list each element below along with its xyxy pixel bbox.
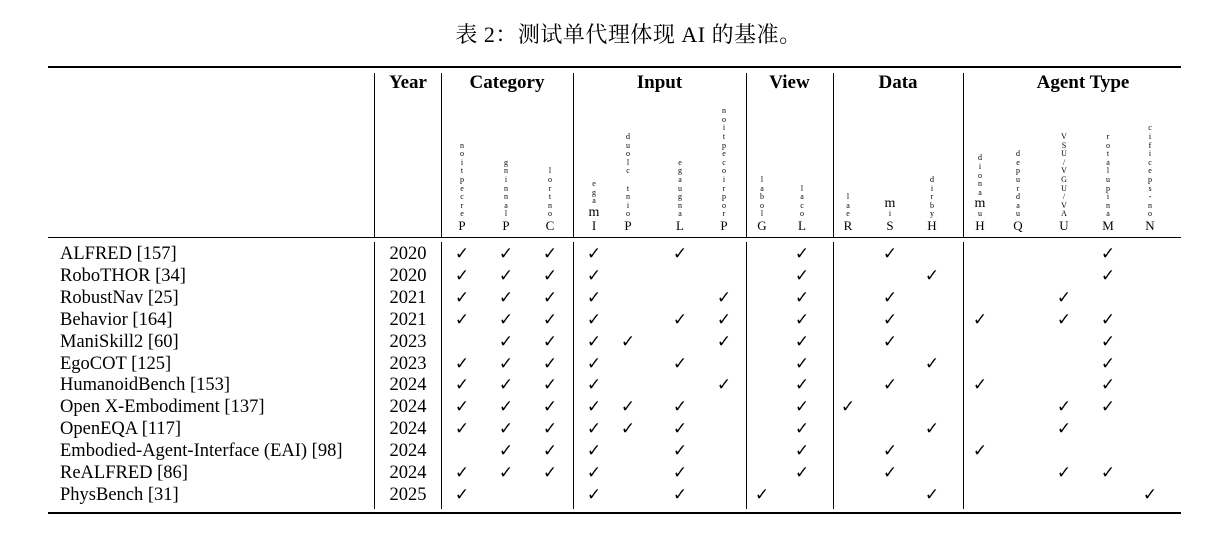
check-mark: ✓ [498, 397, 514, 418]
check-mark: ✓ [1100, 375, 1116, 396]
check-mark: ✓ [586, 309, 602, 330]
check-mark: ✓ [454, 419, 470, 440]
check-mark: ✓ [586, 397, 602, 418]
benchmark-name: Behavior [164] [60, 309, 173, 330]
check-mark: ✓ [716, 375, 732, 396]
check-mark: ✓ [924, 353, 940, 374]
year-header: Year [389, 72, 427, 93]
check-mark: ✓ [586, 287, 602, 308]
benchmark-year: 2024 [389, 419, 427, 440]
check-mark: ✓ [1100, 353, 1116, 374]
check-mark: ✓ [1056, 287, 1072, 308]
check-mark: ✓ [672, 397, 688, 418]
check-mark: ✓ [586, 375, 602, 396]
check-mark: ✓ [498, 419, 514, 440]
benchmark-name: ManiSkill2 [60] [60, 331, 179, 352]
check-mark: ✓ [1100, 309, 1116, 330]
subcolumn-header: U A V / U G V / U S V [1059, 132, 1069, 233]
benchmark-year: 2020 [389, 244, 427, 264]
check-mark: ✓ [542, 353, 558, 374]
check-mark: ✓ [840, 397, 856, 418]
check-mark: ✓ [1142, 484, 1158, 505]
check-mark: ✓ [924, 484, 940, 505]
check-mark: ✓ [454, 244, 470, 264]
check-mark: ✓ [882, 331, 898, 352]
check-mark: ✓ [498, 375, 514, 396]
benchmark-name: RoboTHOR [34] [60, 265, 186, 286]
check-mark: ✓ [672, 244, 688, 264]
benchmark-name: OpenEQA [117] [60, 419, 182, 440]
benchmark-year: 2024 [389, 463, 427, 483]
subcolumn-header: R e a l [843, 192, 853, 233]
table-row [0, 331, 1227, 353]
benchmark-name: EgoCOT [125] [60, 353, 172, 374]
check-mark: ✓ [542, 331, 558, 352]
check-mark: ✓ [542, 309, 558, 330]
check-mark: ✓ [672, 353, 688, 374]
subcolumn-header: H u m a n o i d [974, 153, 986, 233]
check-mark: ✓ [672, 463, 688, 483]
benchmark-name: ALFRED [157] [60, 244, 177, 264]
check-mark: ✓ [882, 375, 898, 396]
benchmark-year: 2024 [389, 375, 427, 396]
check-mark: ✓ [542, 397, 558, 418]
benchmark-year: 2024 [389, 441, 427, 462]
table-caption: 表 2：测试单代理体现 AI 的基准。 [455, 22, 802, 47]
check-mark: ✓ [498, 441, 514, 462]
benchmark-year: 2020 [389, 265, 427, 286]
col-separator [746, 73, 747, 237]
check-mark: ✓ [882, 244, 898, 264]
check-mark: ✓ [454, 484, 470, 505]
check-mark: ✓ [454, 375, 470, 396]
check-mark: ✓ [794, 397, 810, 418]
check-mark: ✓ [794, 463, 810, 483]
subcolumn-header: C o n t r o l [545, 166, 555, 233]
table-row [0, 309, 1227, 331]
check-mark: ✓ [882, 441, 898, 462]
check-mark: ✓ [498, 309, 514, 330]
check-mark: ✓ [586, 463, 602, 483]
check-mark: ✓ [716, 331, 732, 352]
check-mark: ✓ [924, 265, 940, 286]
table-row [0, 462, 1227, 484]
check-mark: ✓ [1100, 331, 1116, 352]
table-row [0, 265, 1227, 287]
group-header-agent-type: Agent Type [1036, 72, 1130, 93]
check-mark: ✓ [1100, 244, 1116, 264]
table-row [0, 374, 1227, 396]
check-mark: ✓ [586, 331, 602, 352]
check-mark: ✓ [1056, 309, 1072, 330]
subcolumn-header: P l a n n i n g [502, 157, 510, 233]
subcolumn-header: P o i n t c l o u d [624, 132, 632, 233]
check-mark: ✓ [882, 463, 898, 483]
table-row [0, 484, 1227, 506]
check-mark: ✓ [1056, 397, 1072, 418]
check-mark: ✓ [794, 265, 810, 286]
check-mark: ✓ [672, 419, 688, 440]
subcolumn-header: M a n i p u l a t o r [1102, 132, 1114, 233]
check-mark: ✓ [716, 309, 732, 330]
header-rule [48, 237, 1181, 238]
check-mark: ✓ [794, 331, 810, 352]
check-mark: ✓ [454, 287, 470, 308]
check-mark: ✓ [586, 353, 602, 374]
check-mark: ✓ [454, 353, 470, 374]
check-mark: ✓ [542, 441, 558, 462]
check-mark: ✓ [542, 419, 558, 440]
check-mark: ✓ [542, 375, 558, 396]
check-mark: ✓ [454, 397, 470, 418]
subcolumn-header: H y b r i d [927, 175, 937, 233]
subcolumn-header: Q u a d r u p e d [1013, 149, 1023, 233]
check-mark: ✓ [754, 484, 770, 505]
check-mark: ✓ [498, 331, 514, 352]
subcolumn-header: P e r c e p t i o n [458, 140, 466, 233]
check-mark: ✓ [498, 287, 514, 308]
check-mark: ✓ [672, 484, 688, 505]
check-mark: ✓ [620, 331, 636, 352]
check-mark: ✓ [542, 287, 558, 308]
check-mark: ✓ [1056, 463, 1072, 483]
col-separator [441, 73, 442, 237]
check-mark: ✓ [1100, 265, 1116, 286]
benchmark-year: 2021 [389, 287, 427, 308]
check-mark: ✓ [586, 265, 602, 286]
benchmark-year: 2023 [389, 353, 427, 374]
check-mark: ✓ [498, 265, 514, 286]
check-mark: ✓ [498, 353, 514, 374]
table-row [0, 353, 1227, 375]
check-mark: ✓ [794, 353, 810, 374]
check-mark: ✓ [542, 244, 558, 264]
check-mark: ✓ [498, 463, 514, 483]
benchmark-name: Open X-Embodiment [137] [60, 397, 265, 418]
check-mark: ✓ [586, 244, 602, 264]
check-mark: ✓ [882, 309, 898, 330]
check-mark: ✓ [454, 309, 470, 330]
check-mark: ✓ [794, 244, 810, 264]
table-row [0, 287, 1227, 309]
check-mark: ✓ [972, 309, 988, 330]
check-mark: ✓ [498, 244, 514, 264]
check-mark: ✓ [882, 287, 898, 308]
benchmark-name: ReALFRED [86] [60, 463, 188, 483]
check-mark: ✓ [672, 309, 688, 330]
subcolumn-header: L a n g u a g e [676, 157, 684, 233]
col-separator [374, 73, 375, 237]
check-mark: ✓ [1100, 397, 1116, 418]
benchmark-name: RobustNav [25] [60, 287, 179, 308]
check-mark: ✓ [586, 484, 602, 505]
check-mark: ✓ [794, 309, 810, 330]
check-mark: ✓ [1056, 419, 1072, 440]
check-mark: ✓ [716, 287, 732, 308]
check-mark: ✓ [794, 375, 810, 396]
subcolumn-header: P r o p r i o c e p t i o n [720, 106, 728, 233]
table-row [0, 418, 1227, 440]
col-separator [833, 73, 834, 237]
check-mark: ✓ [542, 265, 558, 286]
check-mark: ✓ [794, 287, 810, 308]
check-mark: ✓ [542, 463, 558, 483]
benchmark-name: Embodied-Agent-Interface (EAI) [98] [60, 441, 343, 462]
top-rule [48, 66, 1181, 68]
col-separator [963, 73, 964, 237]
check-mark: ✓ [924, 419, 940, 440]
subcolumn-header: L o c a l [798, 183, 806, 233]
group-header-data: Data [878, 72, 918, 93]
benchmark-year: 2021 [389, 309, 427, 330]
check-mark: ✓ [586, 441, 602, 462]
benchmark-year: 2024 [389, 397, 427, 418]
subcolumn-header: S i m [884, 196, 896, 233]
check-mark: ✓ [794, 441, 810, 462]
check-mark: ✓ [620, 397, 636, 418]
subcolumn-header: G l o b a l [757, 175, 767, 233]
benchmark-name: PhysBench [31] [60, 484, 179, 505]
check-mark: ✓ [972, 441, 988, 462]
check-mark: ✓ [794, 419, 810, 440]
group-header-view: View [769, 72, 810, 93]
check-mark: ✓ [1100, 463, 1116, 483]
check-mark: ✓ [586, 419, 602, 440]
group-header-category: Category [469, 72, 545, 93]
check-mark: ✓ [620, 419, 636, 440]
benchmark-year: 2023 [389, 331, 427, 352]
col-separator [573, 73, 574, 237]
subcolumn-header: N o n - s p e c i f i c [1145, 123, 1155, 233]
bottom-rule [48, 512, 1181, 514]
check-mark: ✓ [972, 375, 988, 396]
benchmark-name: HumanoidBench [153] [60, 375, 231, 396]
table-row [0, 440, 1227, 462]
check-mark: ✓ [454, 265, 470, 286]
group-header-input: Input [636, 72, 683, 93]
benchmark-year: 2025 [389, 484, 427, 505]
check-mark: ✓ [672, 441, 688, 462]
table-row [0, 243, 1227, 265]
check-mark: ✓ [454, 463, 470, 483]
table-row [0, 396, 1227, 418]
subcolumn-header: I m a g e [588, 179, 600, 233]
